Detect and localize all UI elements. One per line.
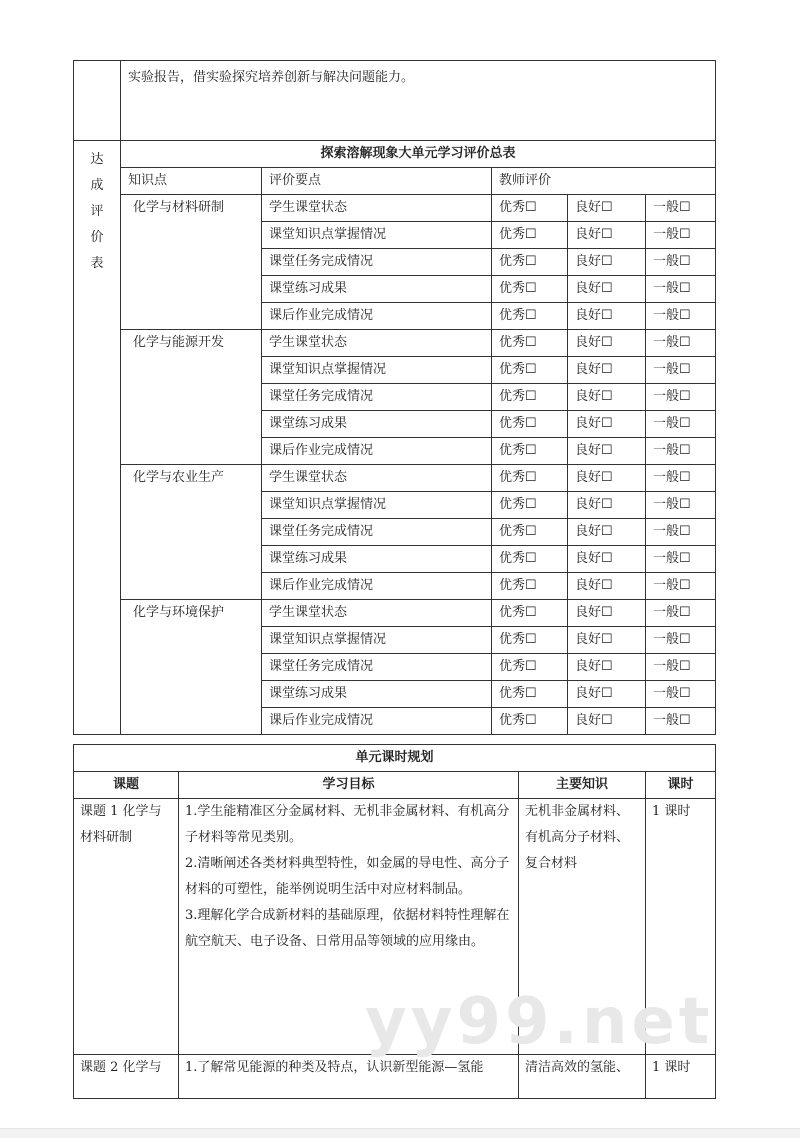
- evaluation-table: [73, 60, 716, 735]
- rating-excellent[interactable]: 优秀☐: [492, 654, 568, 681]
- eval-point: 学生课堂状态: [262, 330, 492, 357]
- rating-excellent[interactable]: 优秀☐: [492, 384, 568, 411]
- rating-good[interactable]: 良好☐: [568, 411, 646, 438]
- eval-point: 课后作业完成情况: [262, 573, 492, 600]
- rating-normal[interactable]: 一般☐: [646, 492, 716, 519]
- header-teacher: 教师评价: [492, 168, 716, 195]
- rating-good[interactable]: 良好☐: [568, 357, 646, 384]
- eval-point: 学生课堂状态: [262, 465, 492, 492]
- rating-good[interactable]: 良好☐: [568, 330, 646, 357]
- plan-topic: 课题 2 化学与: [74, 1055, 179, 1099]
- plan-row: [74, 1055, 716, 1099]
- plan-hours: 1 课时: [646, 1055, 716, 1099]
- eval-point: 课堂知识点掌握情况: [262, 492, 492, 519]
- rating-excellent[interactable]: 优秀☐: [492, 303, 568, 330]
- blank-side-cell: [74, 61, 121, 141]
- eval-point: 课后作业完成情况: [262, 303, 492, 330]
- eval-point: 课堂知识点掌握情况: [262, 627, 492, 654]
- rating-good[interactable]: 良好☐: [568, 600, 646, 627]
- rating-normal[interactable]: 一般☐: [646, 438, 716, 465]
- rating-normal[interactable]: 一般☐: [646, 573, 716, 600]
- rating-excellent[interactable]: 优秀☐: [492, 519, 568, 546]
- plan-header-knowledge: 主要知识: [519, 772, 646, 799]
- eval-point: 学生课堂状态: [262, 195, 492, 222]
- topic-cell: 化学与农业生产: [121, 465, 262, 600]
- rating-excellent[interactable]: 优秀☐: [492, 330, 568, 357]
- rating-good[interactable]: 良好☐: [568, 465, 646, 492]
- rating-excellent[interactable]: 优秀☐: [492, 708, 568, 735]
- eval-row: [74, 600, 716, 627]
- rating-good[interactable]: 良好☐: [568, 438, 646, 465]
- eval-point: 课堂任务完成情况: [262, 384, 492, 411]
- rating-good[interactable]: 良好☐: [568, 303, 646, 330]
- rating-normal[interactable]: 一般☐: [646, 627, 716, 654]
- rating-excellent[interactable]: 优秀☐: [492, 276, 568, 303]
- rating-good[interactable]: 良好☐: [568, 654, 646, 681]
- rating-excellent[interactable]: 优秀☐: [492, 492, 568, 519]
- plan-title: 单元课时规划: [74, 745, 716, 772]
- eval-point: 课堂练习成果: [262, 276, 492, 303]
- rating-good[interactable]: 良好☐: [568, 249, 646, 276]
- rating-excellent[interactable]: 优秀☐: [492, 411, 568, 438]
- side-label: [74, 141, 121, 735]
- eval-point: 课后作业完成情况: [262, 708, 492, 735]
- eval-point: 课堂任务完成情况: [262, 519, 492, 546]
- rating-normal[interactable]: 一般☐: [646, 465, 716, 492]
- plan-hours: 1 课时: [646, 799, 716, 1055]
- rating-excellent[interactable]: 优秀☐: [492, 573, 568, 600]
- eval-point: 课堂练习成果: [262, 546, 492, 573]
- eval-point: 课堂任务完成情况: [262, 654, 492, 681]
- eval-point: 课堂练习成果: [262, 411, 492, 438]
- eval-point: 课堂任务完成情况: [262, 249, 492, 276]
- rating-normal[interactable]: 一般☐: [646, 654, 716, 681]
- rating-good[interactable]: 良好☐: [568, 195, 646, 222]
- rating-normal[interactable]: 一般☐: [646, 411, 716, 438]
- rating-normal[interactable]: 一般☐: [646, 276, 716, 303]
- rating-normal[interactable]: 一般☐: [646, 357, 716, 384]
- side-label-char: 价: [90, 230, 104, 245]
- header-knowledge: 知识点: [121, 168, 262, 195]
- eval-point: 学生课堂状态: [262, 600, 492, 627]
- plan-goal-item: 1.了解常见能源的种类及特点，认识新型能源—氢能: [185, 1060, 484, 1075]
- rating-normal[interactable]: 一般☐: [646, 330, 716, 357]
- rating-excellent[interactable]: 优秀☐: [492, 600, 568, 627]
- rating-excellent[interactable]: 优秀☐: [492, 627, 568, 654]
- rating-good[interactable]: 良好☐: [568, 627, 646, 654]
- report-text: 实验报告，借实验探究培养创新与解决问题能力。: [121, 61, 716, 141]
- rating-good[interactable]: 良好☐: [568, 681, 646, 708]
- topic-cell: 化学与环境保护: [121, 600, 262, 735]
- plan-topic: 课题 1 化学与材料研制: [74, 799, 179, 1055]
- lesson-plan-table: [73, 744, 716, 1099]
- plan-header-hours: 课时: [646, 772, 716, 799]
- eval-row: [74, 330, 716, 357]
- eval-point: 课堂知识点掌握情况: [262, 222, 492, 249]
- rating-excellent[interactable]: 优秀☐: [492, 195, 568, 222]
- side-label-char: 成: [90, 178, 104, 193]
- rating-normal[interactable]: 一般☐: [646, 708, 716, 735]
- rating-good[interactable]: 良好☐: [568, 384, 646, 411]
- eval-point: 课堂练习成果: [262, 681, 492, 708]
- eval-point: 课后作业完成情况: [262, 438, 492, 465]
- eval-title: 探索溶解现象大单元学习评价总表: [121, 141, 716, 168]
- side-label-char: 评: [90, 204, 104, 219]
- rating-normal[interactable]: 一般☐: [646, 384, 716, 411]
- plan-row: [74, 799, 716, 1055]
- rating-normal[interactable]: 一般☐: [646, 195, 716, 222]
- watermark: yy99.net: [365, 985, 714, 1059]
- rating-normal[interactable]: 一般☐: [646, 249, 716, 276]
- plan-goal-item: 1.学生能精准区分金属材料、无机非金属材料、有机高分子材料等常见类别。: [185, 804, 510, 845]
- rating-normal[interactable]: 一般☐: [646, 519, 716, 546]
- rating-good[interactable]: 良好☐: [568, 546, 646, 573]
- rating-normal[interactable]: 一般☐: [646, 222, 716, 249]
- topic-cell: 化学与材料研制: [121, 195, 262, 330]
- rating-excellent[interactable]: 优秀☐: [492, 222, 568, 249]
- eval-point: 课堂知识点掌握情况: [262, 357, 492, 384]
- rating-excellent[interactable]: 优秀☐: [492, 681, 568, 708]
- plan-goal-item: 2.清晰阐述各类材料典型特性，如金属的导电性、高分子材料的可塑性，能举例说明生活中对应材料制品。: [185, 856, 510, 897]
- rating-good[interactable]: 良好☐: [568, 519, 646, 546]
- rating-normal[interactable]: 一般☐: [646, 303, 716, 330]
- plan-header-goal: 学习目标: [179, 772, 519, 799]
- plan-goals: [179, 799, 519, 1055]
- topic-cell: 化学与能源开发: [121, 330, 262, 465]
- rating-excellent[interactable]: 优秀☐: [492, 249, 568, 276]
- plan-goals: [179, 1055, 519, 1099]
- rating-good[interactable]: 良好☐: [568, 708, 646, 735]
- side-label-char: 表: [90, 256, 104, 271]
- rating-good[interactable]: 良好☐: [568, 492, 646, 519]
- rating-good[interactable]: 良好☐: [568, 276, 646, 303]
- rating-normal[interactable]: 一般☐: [646, 681, 716, 708]
- rating-good[interactable]: 良好☐: [568, 222, 646, 249]
- plan-knowledge: 清洁高效的氢能、: [519, 1055, 646, 1099]
- header-points: 评价要点: [262, 168, 492, 195]
- plan-goal-item: 3.理解化学合成新材料的基础原理，依据材料特性理解在航空航天、电子设备、日常用品等领域的应用缘由。: [185, 908, 510, 949]
- plan-header-topic: 课题: [74, 772, 179, 799]
- rating-excellent[interactable]: 优秀☐: [492, 465, 568, 492]
- rating-normal[interactable]: 一般☐: [646, 600, 716, 627]
- eval-row: [74, 465, 716, 492]
- rating-excellent[interactable]: 优秀☐: [492, 357, 568, 384]
- rating-normal[interactable]: 一般☐: [646, 546, 716, 573]
- rating-excellent[interactable]: 优秀☐: [492, 546, 568, 573]
- rating-excellent[interactable]: 优秀☐: [492, 438, 568, 465]
- rating-good[interactable]: 良好☐: [568, 573, 646, 600]
- plan-knowledge: 无机非金属材料、有机高分子材料、复合材料: [519, 799, 646, 1055]
- side-label-char: 达: [90, 152, 104, 167]
- eval-row: [74, 195, 716, 222]
